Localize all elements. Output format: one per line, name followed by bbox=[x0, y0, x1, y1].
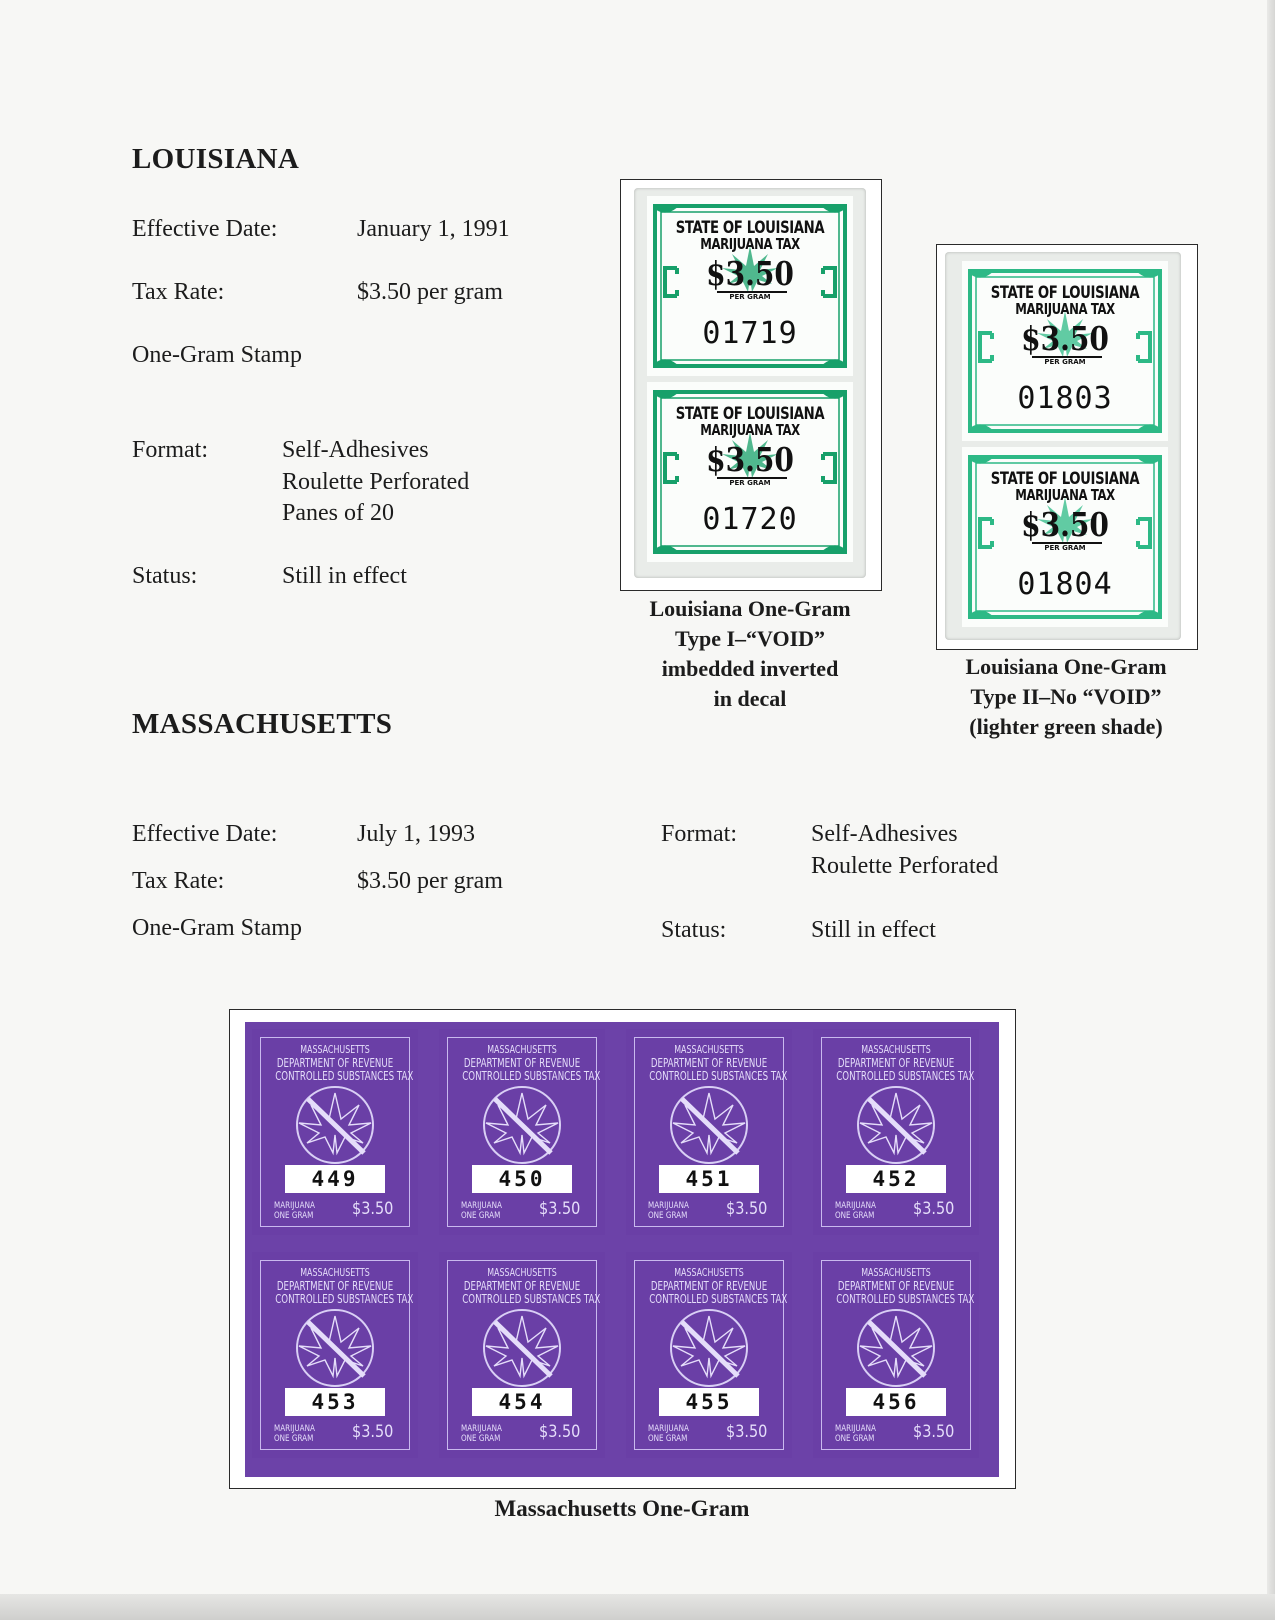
stamp-per-gram: PER GRAM bbox=[1044, 544, 1086, 552]
louisiana-type2-caption bbox=[916, 652, 1216, 742]
stamp-line-state: MASSACHUSETTS bbox=[300, 1266, 370, 1279]
massachusetts-stamp bbox=[813, 1029, 979, 1235]
stamp-bottom-line-1: MARIJUANA bbox=[274, 1201, 315, 1211]
stamp-line-tax: MARIJUANA TAX bbox=[1015, 300, 1115, 318]
louisiana-stamp-label: One-Gram Stamp bbox=[132, 342, 302, 368]
stamp-line-tax: CONTROLLED SUBSTANCES TAX bbox=[649, 1292, 788, 1306]
stamp-value: $3.50 bbox=[913, 1422, 955, 1442]
massachusetts-tax-value: $3.50 per gram bbox=[357, 868, 503, 894]
stamp-bottom-line-1: MARIJUANA bbox=[461, 1201, 502, 1211]
stamp-line-tax: CONTROLLED SUBSTANCES TAX bbox=[462, 1069, 601, 1083]
massachusetts-stamp bbox=[439, 1029, 605, 1235]
stamp-value: $3.50 bbox=[539, 1199, 581, 1219]
stamp-serial: 01719 bbox=[702, 316, 798, 351]
stamp-bottom-line-2: ONE GRAM bbox=[461, 1434, 501, 1444]
stamp-value: $3.50 bbox=[539, 1422, 581, 1442]
massachusetts-format-line-2: Roulette Perforated bbox=[811, 853, 999, 879]
louisiana-status-value: Still in effect bbox=[282, 563, 407, 589]
louisiana-stamp bbox=[962, 261, 1168, 441]
stamp-line-department: DEPARTMENT OF REVENUE bbox=[837, 1056, 955, 1070]
stamp-line-state: MASSACHUSETTS bbox=[300, 1043, 370, 1056]
stamp-value: $3.50 bbox=[1021, 505, 1109, 544]
stamp-line-tax: CONTROLLED SUBSTANCES TAX bbox=[462, 1292, 601, 1306]
louisiana-format-line-2: Roulette Perforated bbox=[282, 469, 470, 495]
stamp-per-gram: PER GRAM bbox=[1044, 358, 1086, 366]
stamp-line-tax: CONTROLLED SUBSTANCES TAX bbox=[836, 1069, 975, 1083]
stamp-line-state: STATE OF LOUISIANA bbox=[675, 404, 825, 424]
stamp-bottom-line-2: ONE GRAM bbox=[648, 1211, 688, 1221]
stamp-line-state: STATE OF LOUISIANA bbox=[990, 283, 1140, 303]
massachusetts-stamp bbox=[813, 1252, 979, 1458]
caption-line: Type II–No “VOID” bbox=[970, 684, 1162, 709]
massachusetts-stamp bbox=[252, 1029, 418, 1235]
stamp-line-tax: CONTROLLED SUBSTANCES TAX bbox=[836, 1292, 975, 1306]
stamp-line-department: DEPARTMENT OF REVENUE bbox=[276, 1279, 394, 1293]
stamp-bottom-line-1: MARIJUANA bbox=[648, 1201, 689, 1211]
massachusetts-status-label: Status: bbox=[661, 917, 727, 943]
massachusetts-stamp bbox=[626, 1029, 792, 1235]
stamp-line-state: STATE OF LOUISIANA bbox=[990, 469, 1140, 489]
massachusetts-status-value: Still in effect bbox=[811, 917, 936, 943]
louisiana-tax-label: Tax Rate: bbox=[132, 279, 225, 305]
stamp-bottom-line-2: ONE GRAM bbox=[274, 1434, 314, 1444]
page-edge bbox=[1267, 0, 1275, 1620]
stamp-value: $3.50 bbox=[726, 1199, 768, 1219]
stamp-serial: 451 bbox=[659, 1165, 759, 1193]
stamp-bottom-line-2: ONE GRAM bbox=[274, 1211, 314, 1221]
massachusetts-tax-label: Tax Rate: bbox=[132, 868, 225, 894]
stamp-bottom-line-2: ONE GRAM bbox=[461, 1211, 501, 1221]
louisiana-type1-caption bbox=[600, 594, 900, 714]
louisiana-effective-label: Effective Date: bbox=[132, 216, 278, 242]
stamp-value: $3.50 bbox=[706, 440, 794, 479]
stamp-line-department: DEPARTMENT OF REVENUE bbox=[463, 1056, 581, 1070]
massachusetts-stamp bbox=[626, 1252, 792, 1458]
stamp-line-department: DEPARTMENT OF REVENUE bbox=[650, 1279, 768, 1293]
stamp-bottom-line-2: ONE GRAM bbox=[835, 1434, 875, 1444]
massachusetts-effective-value: July 1, 1993 bbox=[357, 821, 476, 847]
louisiana-format-label: Format: bbox=[132, 437, 208, 463]
stamp-value: $3.50 bbox=[352, 1199, 394, 1219]
stamp-line-state: MASSACHUSETTS bbox=[487, 1266, 557, 1279]
stamp-per-gram: PER GRAM bbox=[729, 479, 771, 487]
louisiana-effective-value: January 1, 1991 bbox=[357, 216, 510, 242]
louisiana-heading: LOUISIANA bbox=[132, 143, 300, 175]
stamp-serial: 453 bbox=[285, 1388, 385, 1416]
stamp-serial: 01720 bbox=[702, 502, 798, 537]
stamp-line-tax: CONTROLLED SUBSTANCES TAX bbox=[649, 1069, 788, 1083]
stamp-value: $3.50 bbox=[726, 1422, 768, 1442]
louisiana-stamp bbox=[647, 382, 853, 562]
louisiana-stamp bbox=[962, 447, 1168, 627]
stamp-line-state: MASSACHUSETTS bbox=[487, 1043, 557, 1056]
massachusetts-heading: MASSACHUSETTS bbox=[132, 708, 393, 740]
stamp-bottom-line-2: ONE GRAM bbox=[835, 1211, 875, 1221]
caption-line: (lighter green shade) bbox=[969, 714, 1163, 739]
caption-line: Louisiana One-Gram bbox=[965, 654, 1167, 679]
stamp-serial: 452 bbox=[846, 1165, 946, 1193]
stamp-line-state: MASSACHUSETTS bbox=[674, 1043, 744, 1056]
sheet-protector-edge bbox=[0, 1594, 1275, 1620]
stamp-bottom-line-1: MARIJUANA bbox=[461, 1424, 502, 1434]
stamp-line-tax: MARIJUANA TAX bbox=[700, 235, 800, 253]
caption-line: in decal bbox=[713, 686, 787, 711]
stamp-line-tax: CONTROLLED SUBSTANCES TAX bbox=[275, 1069, 414, 1083]
massachusetts-format-label: Format: bbox=[661, 821, 737, 847]
stamp-line-state: STATE OF LOUISIANA bbox=[675, 218, 825, 238]
stamp-bottom-line-2: ONE GRAM bbox=[648, 1434, 688, 1444]
stamp-line-state: MASSACHUSETTS bbox=[674, 1266, 744, 1279]
stamp-line-tax: MARIJUANA TAX bbox=[700, 421, 800, 439]
louisiana-stamp bbox=[647, 196, 853, 376]
stamp-serial: 450 bbox=[472, 1165, 572, 1193]
stamp-bottom-line-1: MARIJUANA bbox=[274, 1424, 315, 1434]
stamp-value: $3.50 bbox=[1021, 319, 1109, 358]
louisiana-status-label: Status: bbox=[132, 563, 198, 589]
stamp-line-tax: MARIJUANA TAX bbox=[1015, 486, 1115, 504]
stamp-value: $3.50 bbox=[913, 1199, 955, 1219]
stamp-serial: 456 bbox=[846, 1388, 946, 1416]
massachusetts-stamp-label: One-Gram Stamp bbox=[132, 915, 302, 941]
stamp-bottom-line-1: MARIJUANA bbox=[835, 1201, 876, 1211]
massachusetts-stamp bbox=[252, 1252, 418, 1458]
caption-line: Louisiana One-Gram bbox=[649, 596, 851, 621]
stamp-serial: 449 bbox=[285, 1165, 385, 1193]
stamp-value: $3.50 bbox=[706, 254, 794, 293]
louisiana-tax-value: $3.50 per gram bbox=[357, 279, 503, 305]
louisiana-format-line-1: Self-Adhesives bbox=[282, 437, 429, 463]
massachusetts-effective-label: Effective Date: bbox=[132, 821, 278, 847]
massachusetts-stamp bbox=[439, 1252, 605, 1458]
stamp-serial: 454 bbox=[472, 1388, 572, 1416]
stamp-line-department: DEPARTMENT OF REVENUE bbox=[276, 1056, 394, 1070]
stamp-value: $3.50 bbox=[352, 1422, 394, 1442]
stamp-line-department: DEPARTMENT OF REVENUE bbox=[463, 1279, 581, 1293]
stamp-bottom-line-1: MARIJUANA bbox=[835, 1424, 876, 1434]
caption-line: Type I–“VOID” bbox=[674, 626, 826, 651]
stamp-per-gram: PER GRAM bbox=[729, 293, 771, 301]
stamp-line-state: MASSACHUSETTS bbox=[861, 1266, 931, 1279]
stamp-serial: 455 bbox=[659, 1388, 759, 1416]
stamp-bottom-line-1: MARIJUANA bbox=[648, 1424, 689, 1434]
stamp-line-department: DEPARTMENT OF REVENUE bbox=[837, 1279, 955, 1293]
massachusetts-caption: Massachusetts One-Gram bbox=[494, 1496, 750, 1521]
louisiana-format-line-3: Panes of 20 bbox=[282, 500, 394, 526]
massachusetts-format-line-1: Self-Adhesives bbox=[811, 821, 958, 847]
stamp-line-tax: CONTROLLED SUBSTANCES TAX bbox=[275, 1292, 414, 1306]
stamp-serial: 01804 bbox=[1017, 567, 1113, 602]
stamp-line-state: MASSACHUSETTS bbox=[861, 1043, 931, 1056]
stamp-line-department: DEPARTMENT OF REVENUE bbox=[650, 1056, 768, 1070]
caption-line: imbedded inverted bbox=[661, 656, 839, 681]
stamp-serial: 01803 bbox=[1017, 381, 1113, 416]
